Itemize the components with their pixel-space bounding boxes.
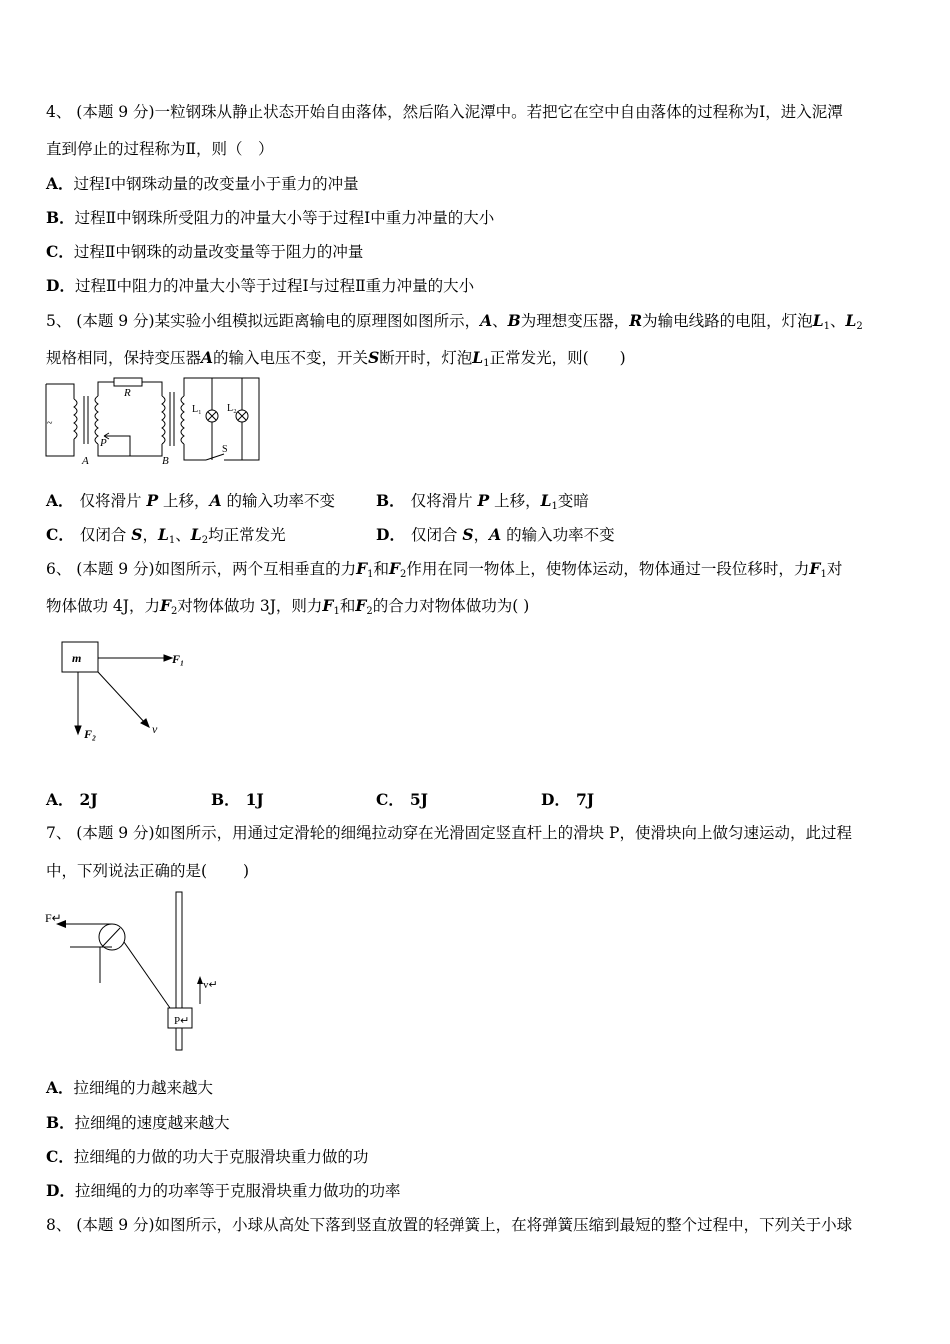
f1-label: F₁ xyxy=(172,652,185,666)
q6-option-c: C． 5J xyxy=(376,790,428,809)
q6-option-a: A． 2J xyxy=(46,790,98,809)
p-label: P xyxy=(100,437,107,449)
q4-option-a: A．过程Ⅰ中钢珠动量的改变量小于重力的冲量 xyxy=(46,174,359,193)
q6-option-b: B． 1J xyxy=(211,790,264,809)
q5-stem-line1: 5、 (本题 9 分)某实验小组模拟远距离输电的原理图如图所示，A、B为理想变压器，R为输电线路的电阻，灯泡$L_1$、$L_2$ xyxy=(46,311,863,332)
a-label: A xyxy=(82,455,89,466)
q6-stem-line2: 物体做功 4J，力$F_2$对物体做功 3J，则力$F_1$和$F_2$的合力对物体做功为( ) xyxy=(46,596,530,617)
q7-option-a: A．拉细绳的力越来越大 xyxy=(46,1078,214,1097)
s-label: S xyxy=(222,444,228,455)
q4-option-b: B．过程Ⅱ中钢珠所受阻力的冲量大小等于过程Ⅰ中重力冲量的大小 xyxy=(46,208,495,227)
r-label: R xyxy=(124,387,131,399)
q5-option-b: B． 仅将滑片 P 上移，$L_1$变暗 xyxy=(376,491,589,512)
q6-option-d: D． 7J xyxy=(541,790,595,809)
q7-stem-line2: 中，下列说法正确的是( ) xyxy=(46,862,250,880)
q4-stem-line2: 直到停止的过程称为Ⅱ，则（ ） xyxy=(46,140,274,158)
q7-option-c: C．拉细绳的力做的功大于克服滑块重力做的功 xyxy=(46,1147,369,1166)
q5-option-a: A． 仅将滑片 P 上移，A 的输入功率不变 xyxy=(46,491,336,510)
q6-stem-line1: 6、 (本题 9 分)如图所示，两个互相垂直的力$F_1$和$F_2$作用在同一物体上，使物体运动，物体通过一段位移时，力$F_1$对 xyxy=(46,559,843,580)
p-label: P↵ xyxy=(174,1015,190,1027)
v-label: v xyxy=(152,722,158,736)
v-label: v↵ xyxy=(203,979,218,991)
l2-label: L₂ xyxy=(227,403,237,414)
q5-circuit-diagram xyxy=(44,374,264,466)
q4-option-d: D．过程Ⅱ中阻力的冲量大小等于过程Ⅰ与过程Ⅱ重力冲量的大小 xyxy=(46,276,475,295)
q4-option-c: C．过程Ⅱ中钢珠的动量改变量等于阻力的冲量 xyxy=(46,242,364,261)
q5-option-d: D． 仅闭合 S，A 的输入功率不变 xyxy=(376,525,615,544)
q7-option-d: D．拉细绳的力的功率等于克服滑块重力做功的功率 xyxy=(46,1181,401,1200)
q7-stem-line1: 7、 (本题 9 分)如图所示，用通过定滑轮的细绳拉动穿在光滑固定竖直杆上的滑块 P，使滑块向上做匀速运动，此过程 xyxy=(46,824,852,842)
q7-option-b: B．拉细绳的速度越来越大 xyxy=(46,1113,230,1132)
q4-stem-line1: 4、 (本题 9 分)一粒钢珠从静止状态开始自由落体，然后陷入泥潭中。若把它在空中自由落体的过程称为Ⅰ，进入泥潭 xyxy=(46,103,843,121)
f2-label: F₂ xyxy=(84,727,97,741)
q5-stem-line2: 规格相同，保持变压器A的输入电压不变，开关S断开时，灯泡$L_1$正常发光，则( ) xyxy=(46,348,626,369)
b-label: B xyxy=(162,455,169,466)
source-tilde: ~ xyxy=(47,418,53,429)
l1-label: L₁ xyxy=(192,404,202,415)
f-label: F↵ xyxy=(45,911,62,925)
q5-option-c: C． 仅闭合 S，$L_1$、$L_2$均正常发光 xyxy=(46,525,286,546)
q6-force-diagram xyxy=(60,638,200,748)
q7-pulley-diagram xyxy=(42,888,222,1054)
q8-stem-line1: 8、 (本题 9 分)如图所示，小球从高处下落到竖直放置的轻弹簧上，在将弹簧压缩到最短的整个过程中，下列关于小球 xyxy=(46,1216,853,1234)
mass-label: m xyxy=(72,651,82,665)
